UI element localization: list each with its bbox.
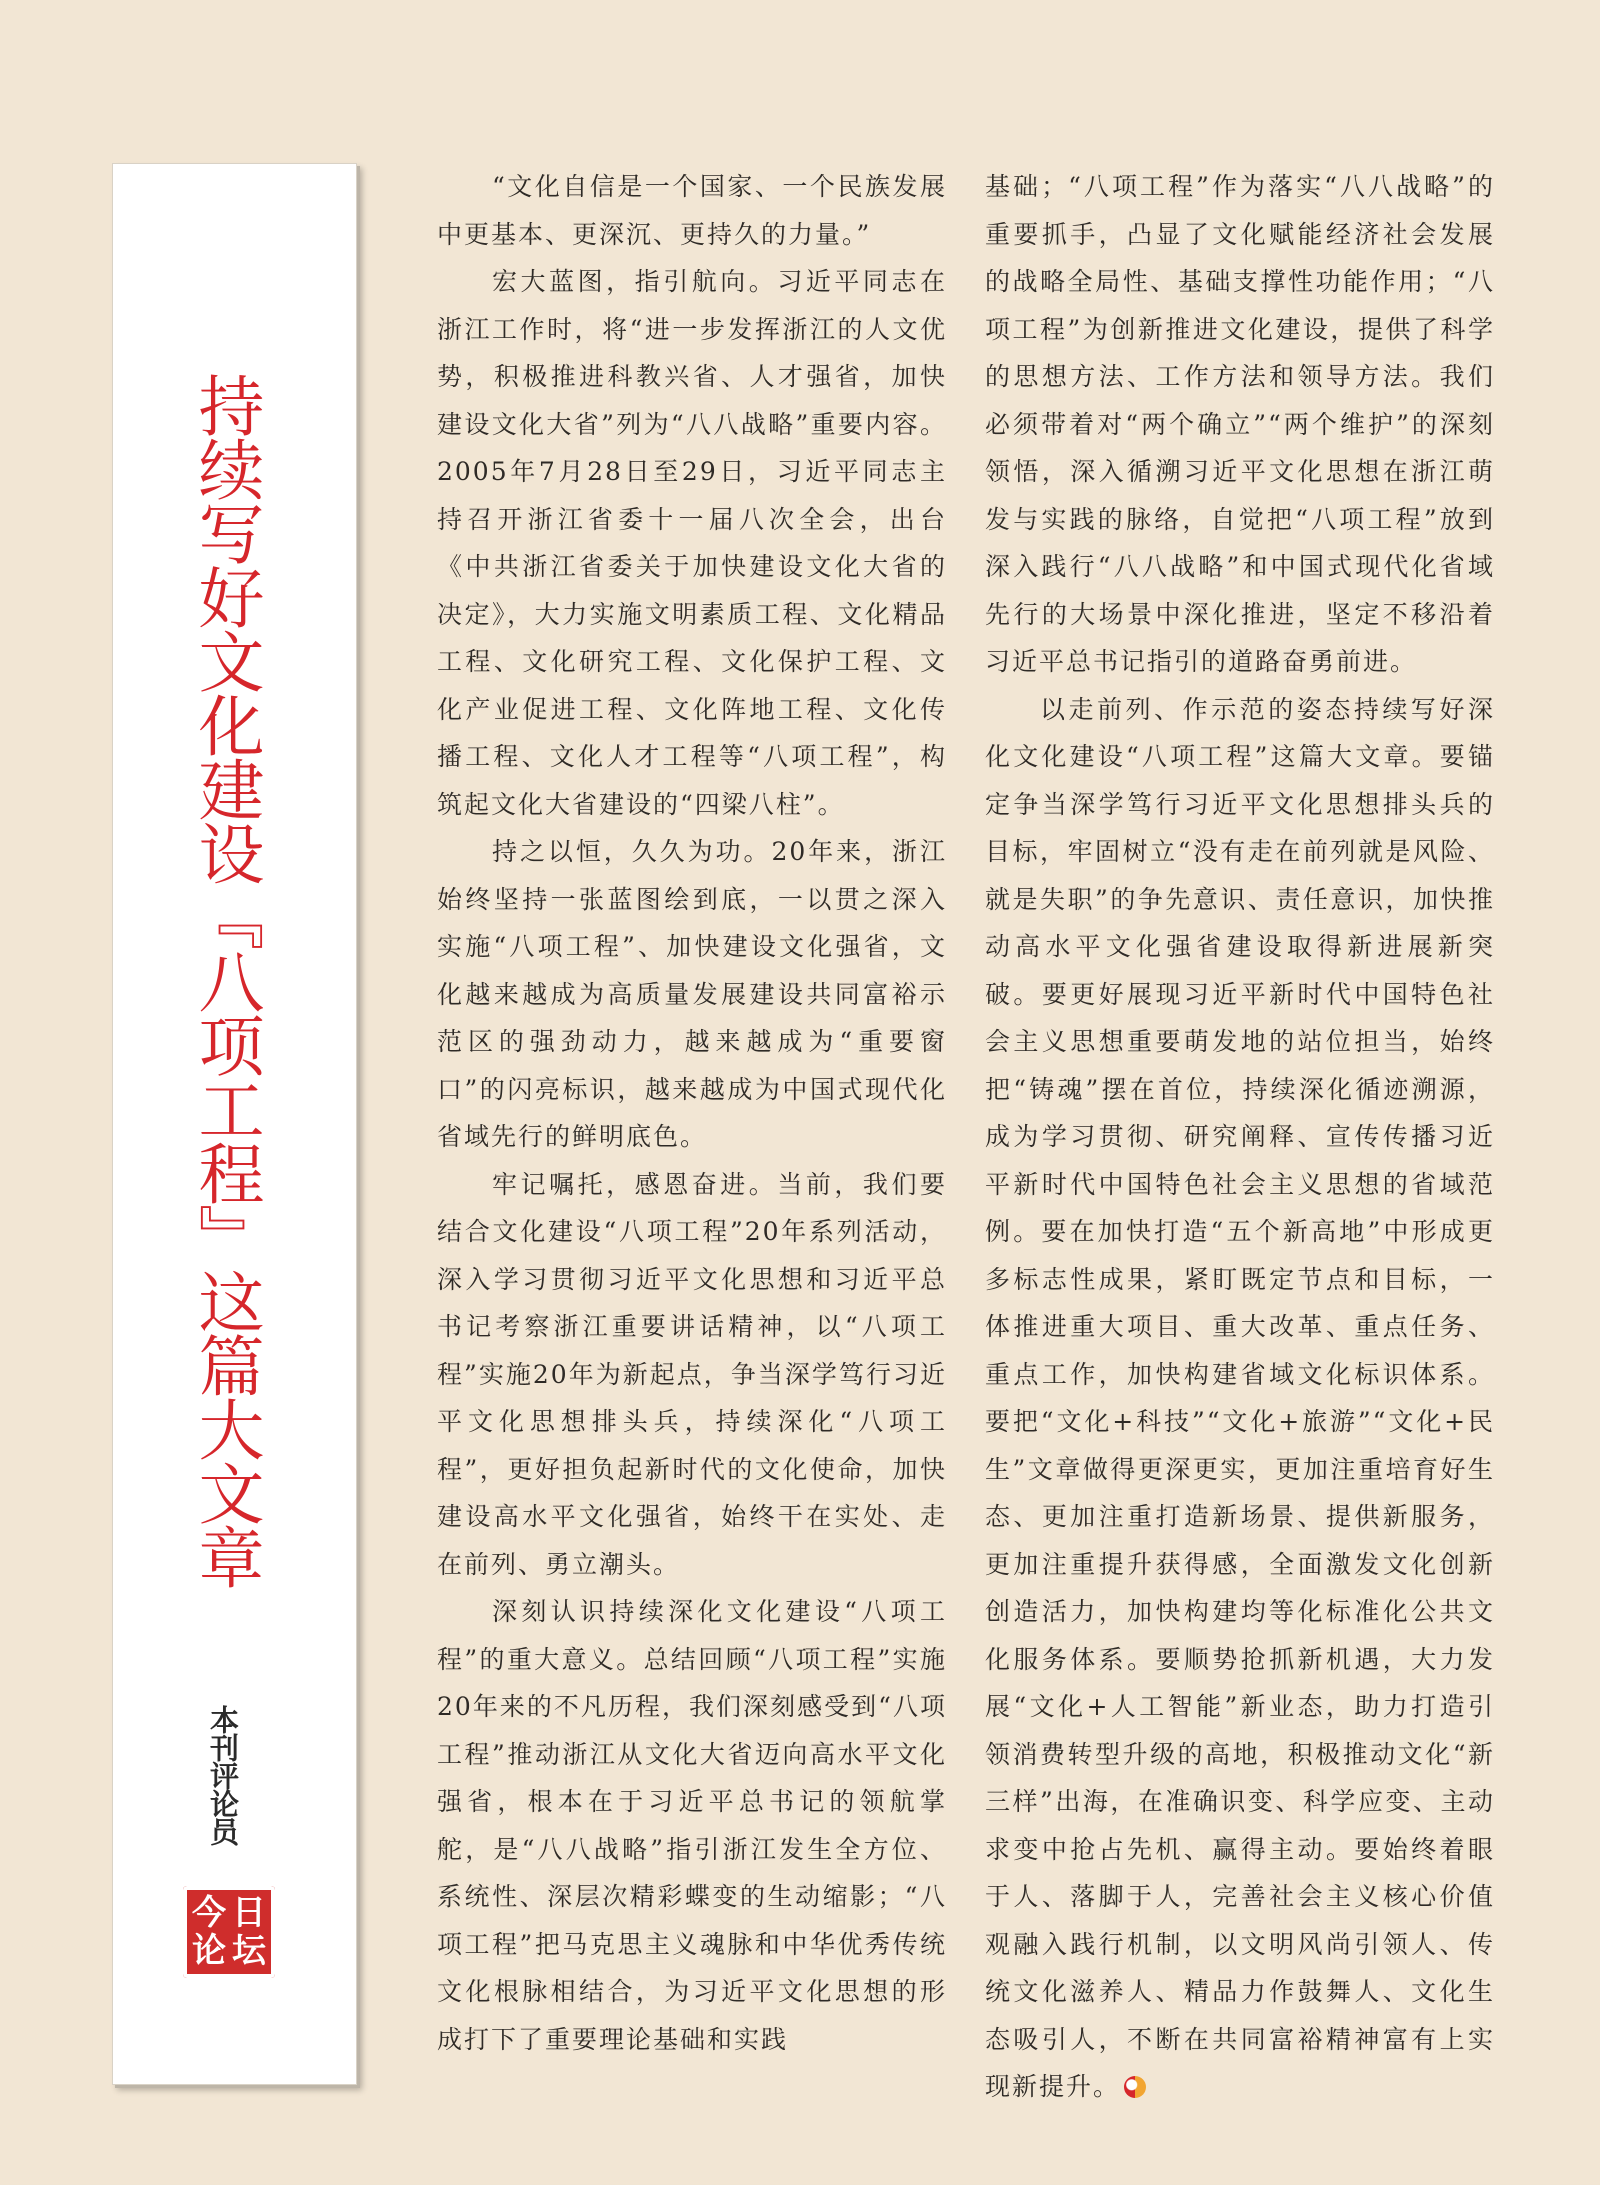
- body-paragraph: 持之以恒，久久为功。20年来，浙江始终坚持一张蓝图绘到底，一以贯之深入实施“八项工程”、加快建设文化强省，文化越来越成为高质量发展建设共同富裕示范区的强劲动力，越来越成为“重要窗口”的闪亮标识，越来越成为中国式现代化省域先行的鲜明底色。: [437, 837, 947, 1151]
- body-paragraph: [985, 686, 1495, 2111]
- author-byline: 本刊评论员: [206, 1705, 240, 1845]
- article-title: 持续写好文化建设『八项工程』这篇大文章: [187, 372, 264, 1588]
- seal-character: 日: [232, 1893, 266, 1933]
- body-paragraph: 深刻认识持续深化文化建设“八项工程”的重大意义。总结回顾“八项工程”实施20年来的不凡历程，我们深刻感受到“八项工程”推动浙江从文化大省迈向高水平文化强省，根本在于习近平总书记的领航掌舵，是“八八战略”指引浙江发生全方位、系统性、深层次精彩蝶变的生动缩影；“八项工程”把马克思主义魂脉和中华优秀传统文化根脉相结合，为习近平文化思想的形成打下了重要理论基础和实践: [437, 1597, 947, 2054]
- body-paragraph-text: 以走前列、作示范的姿态持续写好深化文化建设“八项工程”这篇大文章。要锚定争当深学笃行习近平文化思想排头兵的目标，牢固树立“没有走在前列就是风险、就是失职”的争先意识、责任意识，加快推动高水平文化强省建设取得新进展新突破。要更好展现习近平新时代中国特色社会主义思想重要萌发地的站位担当，始终把“铸魂”摆在首位，持续深化循迹溯源，成为学习贯彻、研究阐释、宣传传播习近平新时代中国特色社会主义思想的省域范例。要在加快打造“五个新高地”中形成更多标志性成果，紧盯既定节点和目标，一体推进重大项目、重大改革、重点任务、重点工作，加快构建省域文化标识体系。要把“文化+科技”“文化+旅游”“文化+民生”文章做得更深更实，更加注重培育好生态、更加注重打造新场景、提供新服务，更加注重提升获得感，全面激发文化创新创造活力，加快构建均等化标准化公共文化服务体系。要顺势抢抓新机遇，大力发展“文化+人工智能”新业态，助力打造引领消费转型升级的高地，积极推动文化“新三样”出海，在准确识变、科学应变、主动求变中抢占先机、赢得主动。要始终着眼于人、落脚于人，完善社会主义核心价值观融入践行机制，以文明风尚引领人、传统文化滋养人、精品力作鼓舞人、文化生态吸引人，不断在共同富裕精神富有上实现新提升。: [985, 694, 1495, 2101]
- body-paragraph: 牢记嘱托，感恩奋进。当前，我们要结合文化建设“八项工程”20年系列活动，深入学习贯彻习近平文化思想和习近平总书记考察浙江重要讲话精神，以“八项工程”实施20年为新起点，争当深学笃行习近平文化思想排头兵，持续深化“八项工程”，更好担负起新时代的文化使命，加快建设高水平文化强省，始终干在实处、走在前列、勇立潮头。: [437, 1169, 947, 1579]
- seal-character: 今: [192, 1893, 226, 1933]
- column-seal-stamp: [183, 1886, 275, 1978]
- body-paragraph: 宏大蓝图，指引航向。习近平同志在浙江工作时，将“进一步发挥浙江的人文优势，积极推进科教兴省、人才强省，加快建设文化大省”列为“八八战略”重要内容。2005年7月28日至29日，习近平同志主持召开浙江省委十一届八次全会，出台《中共浙江省委关于加快建设文化大省的决定》，大力实施文明素质工程、文化精品工程、文化研究工程、文化保护工程、文化产业促进工程、文化阵地工程、文化传播工程、文化人才工程等“八项工程”，构筑起文化大省建设的“四梁八柱”。: [437, 267, 947, 819]
- body-paragraph-continued: 基础；“八项工程”作为落实“八八战略”的重要抓手，凸显了文化赋能经济社会发展的战略全局性、基础支撑性功能作用；“八项工程”为创新推进文化建设，提供了科学的思想方法、工作方法和领导方法。我们必须带着对“两个确立”“两个维护”的深刻领悟，深入循溯习近平文化思想在浙江萌发与实践的脉络，自觉把“八项工程”放到深入践行“八八战略”和中国式现代化省域先行的大场景中深化推进，坚定不移沿着习近平总书记指引的道路奋勇前进。: [985, 172, 1495, 676]
- body-column-left: [437, 163, 947, 2063]
- body-paragraph: “文化自信是一个国家、一个民族发展中更基本、更深沉、更持久的力量。”: [437, 172, 947, 249]
- seal-character: 坛: [232, 1931, 266, 1971]
- journal-logo-icon: [1124, 2076, 1146, 2098]
- seal-character: 论: [192, 1931, 226, 1971]
- body-column-right: [985, 163, 1495, 2111]
